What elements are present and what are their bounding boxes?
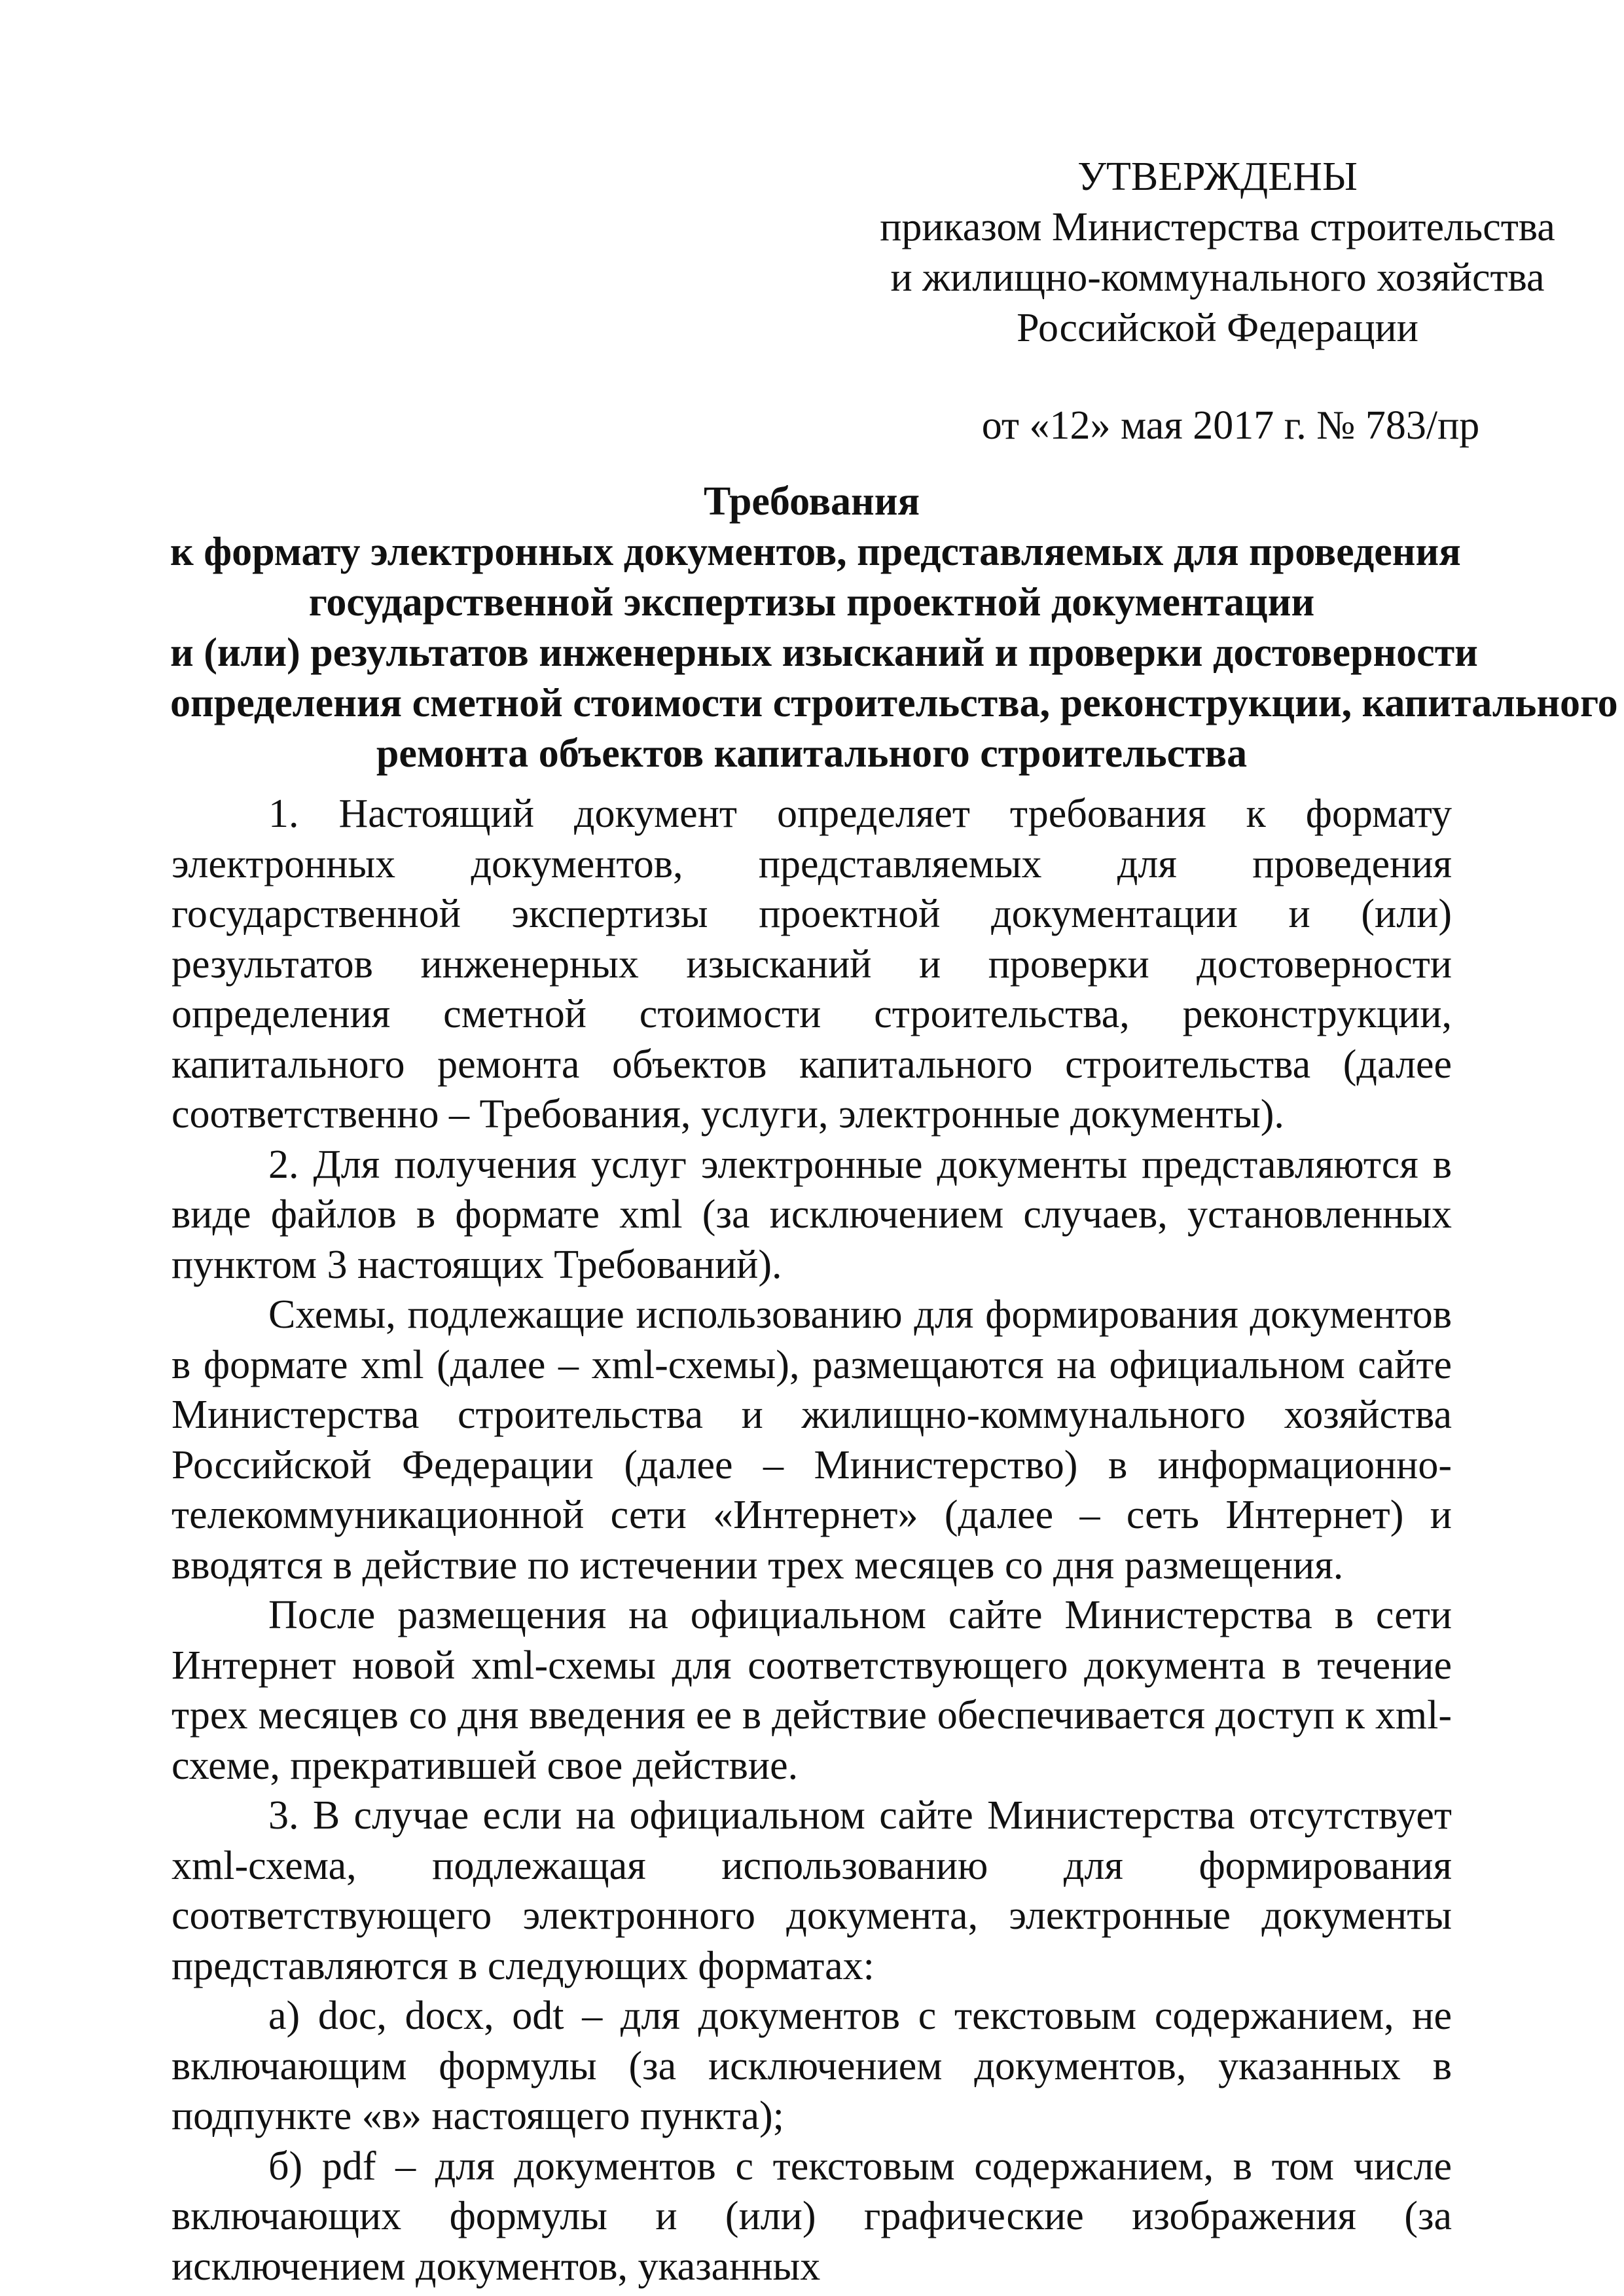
paragraph-2: 2. Для получения услуг электронные документы представляются в виде файлов в формате xml (за исключением случаев, установленных пунктом 3 настоящих Требований).: [171, 1142, 1452, 1287]
paragraph-1: 1. Настоящий документ определяет требования к формату электронных документов, представляемых для проведения государственной экспертизы проектной документации и (или) результатов инженерных изысканий и проверки достоверности определения сметной стоимости строительства, реконструкции, капитального ремонта объектов капитального строительства (далее соответственно – Требования, услуги, электронные документы).: [171, 792, 1452, 1137]
approval-line-1: приказом Министерства строительства: [880, 205, 1555, 249]
title-line-1: Требования: [703, 479, 920, 524]
paragraph-4: После размещения на официальном сайте Министерства в сети Интернет новой xml-схемы для соответствующего документа в течение трех месяцев со дня введения ее в действие обеспечивается доступ к xml-схеме, прекратившей свое действие.: [171, 1593, 1452, 1788]
title-line-2: к формату электронных документов, представляемых для проведения: [170, 530, 1461, 574]
approval-line-3: Российской Федерации: [1017, 306, 1418, 350]
document-title: [170, 477, 1618, 779]
approval-line-2: и жилищно-коммунального хозяйства: [890, 255, 1545, 300]
title-line-5: определения сметной стоимости строительства, реконструкции, капитального: [170, 681, 1618, 725]
paragraph-5: 3. В случае если на официальном сайте Министерства отсутствует xml-схема, подлежащая использованию для формирования соответствующего электронного документа, электронные документы представляются в следующих форматах:: [171, 1793, 1452, 1988]
approval-heading: УТВЕРЖДЕНЫ: [1077, 155, 1358, 199]
title-line-3: государственной экспертизы проектной документации: [308, 580, 1315, 625]
order-reference: от «12» мая 2017 г. № 783/пр: [981, 403, 1480, 448]
paragraph-7: б) pdf – для документов с текстовым содержанием, в том числе включающих формулы и (или) графические изображения (за исключением документов, указанных: [171, 2143, 1452, 2289]
title-line-6: ремонта объектов капитального строительства: [376, 731, 1248, 776]
document-body: [171, 789, 1452, 2291]
paragraph-3: Схемы, подлежащие использованию для формирования документов в формате xml (далее – xml-схемы), размещаются на официальном сайте Министерства строительства и жилищно-коммунального хозяйства Российской Федерации (далее – Министерство) в информационно-телекоммуникационной сети «Интернет» (далее – сеть Интернет) и вводятся в действие по истечении трех месяцев со дня размещения.: [171, 1292, 1452, 1588]
approval-stamp: [851, 152, 1584, 451]
title-line-4: и (или) результатов инженерных изысканий и проверки достоверности: [170, 630, 1478, 675]
paragraph-6: а) doc, docx, odt – для документов с текстовым содержанием, не включающим формулы (за исключением документов, указанных в подпункте «в» настоящего пункта);: [171, 1994, 1452, 2138]
